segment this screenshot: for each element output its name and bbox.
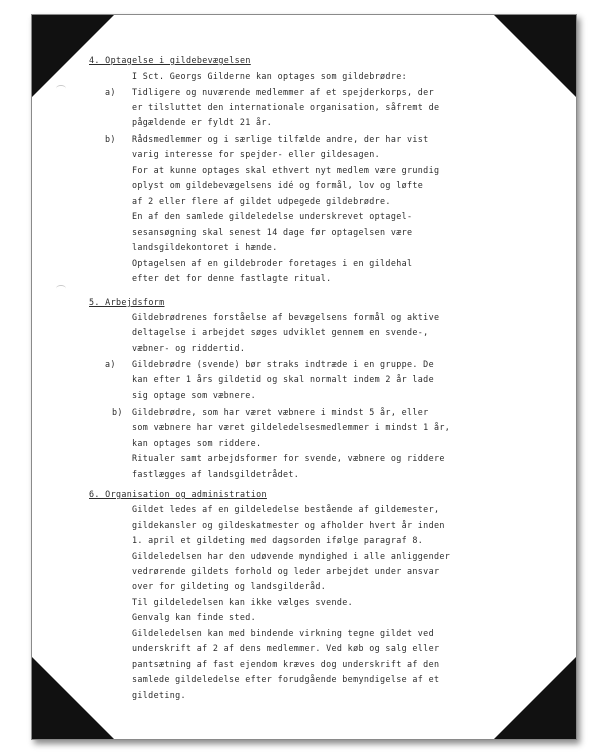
- paragraph-line: væbner- og riddertid.: [132, 343, 246, 353]
- paragraph-line: Til gildeledelsen kan ikke vælges svende.: [132, 597, 354, 607]
- paragraph-line: For at kunne optages skal ethvert nyt medlem være grundig: [132, 165, 440, 175]
- paragraph-line: Gildeledelsen kan med bindende virkning tegne gildet ved: [132, 628, 434, 638]
- paragraph-line: varig interesse for spejder- eller gildesagen.: [132, 149, 381, 159]
- paragraph-line: gildekansler og gildeskatmester og afholder hvert år inden: [132, 520, 445, 530]
- paragraph-line: Ritualer samt arbejdsformer for svende, væbnere og riddere: [132, 453, 445, 463]
- paragraph-line: er tilsluttet den internationale organisation, såfremt de: [132, 102, 440, 112]
- paragraph-line: Tidligere og nuværende medlemmer af et spejderkorps, der: [132, 87, 434, 97]
- paragraph-line: kan optages som riddere.: [132, 438, 262, 448]
- paragraph-line: kan efter 1 års gildetid og skal normalt indem 2 år lade: [132, 374, 434, 384]
- photo-corner-top-right: [494, 15, 576, 97]
- paragraph-line: samlede gildeledelse efter forudgående bemyndigelse af et: [132, 674, 440, 684]
- section-heading: 4. Optagelse i gildebevægelsen: [89, 55, 251, 65]
- paragraph-line: oplyst om gildebevægelsens idé og formål, lov og løfte: [132, 180, 424, 190]
- paragraph-line: gildeting.: [132, 690, 186, 700]
- paragraph-line: underskrift af 2 af dens medlemmer. Ved køb og salg eller: [132, 643, 440, 653]
- paragraph-line: Gildebrødrenes forståelse af bevægelsens formål og aktive: [132, 312, 440, 322]
- paragraph-line: sig optage som væbnere.: [132, 390, 257, 400]
- list-marker: b): [105, 134, 116, 144]
- paragraph-line: over for gildeting og landsgilderåd.: [132, 581, 327, 591]
- paragraph-line: En af den samlede gildeledelse underskrevet optagel-: [132, 211, 413, 221]
- paragraph-line: vedrørende gildets forhold og leder arbejdet under ansvar: [132, 566, 440, 576]
- paragraph-line: I Sct. Georgs Gilderne kan optages som gildebrødre:: [132, 71, 408, 81]
- photo-corner-bottom-right: [494, 657, 576, 739]
- paragraph-line: efter det for denne fastlagte ritual.: [132, 273, 332, 283]
- punch-hole-mark: [56, 285, 66, 292]
- photo-corner-top-left: [32, 15, 114, 97]
- paragraph-line: af 2 eller flere af gildet udpegede gildebrødre.: [132, 196, 391, 206]
- list-marker: a): [105, 87, 116, 97]
- paragraph-line: landsgildekontoret i hænde.: [132, 242, 278, 252]
- paragraph-line: som væbnere har været gildeledelsesmedlemmer i mindst 1 år,: [132, 422, 451, 432]
- section-heading: 6. Organisation og administration: [89, 489, 267, 499]
- photo-corner-bottom-left: [32, 657, 114, 739]
- paragraph-line: Genvalg kan finde sted.: [132, 612, 257, 622]
- section-heading: 5. Arbejdsform: [89, 297, 165, 307]
- paragraph-line: Rådsmedlemmer og i særlige tilfælde andre, der har vist: [132, 134, 429, 144]
- list-marker: a): [105, 359, 116, 369]
- scanned-document-page: [31, 14, 577, 740]
- paragraph-line: Gildebrødre, som har været væbnere i mindst 5 år, eller: [132, 407, 429, 417]
- paragraph-line: pågældende er fyldt 21 år.: [132, 117, 273, 127]
- paragraph-line: Optagelsen af en gildebroder foretages i en gildehal: [132, 258, 413, 268]
- paragraph-line: Gildebrødre (svende) bør straks indtræde i en gruppe. De: [132, 359, 434, 369]
- list-marker: b): [112, 407, 123, 417]
- paragraph-line: pantsætning af fast ejendom kræves dog underskrift af den: [132, 659, 440, 669]
- paragraph-line: deltagelse i arbejdet søges udviklet gennem en svende-,: [132, 327, 429, 337]
- paragraph-line: 1. april et gildeting med dagsorden ifølge paragraf 8.: [132, 535, 424, 545]
- paragraph-line: sesansøgning skal senest 14 dage før optagelsen være: [132, 227, 413, 237]
- paragraph-line: Gildeledelsen har den udøvende myndighed i alle anliggender: [132, 551, 451, 561]
- paragraph-line: Gildet ledes af en gildeledelse bestående af gildemester,: [132, 504, 440, 514]
- paragraph-line: fastlægges af landsgildetrådet.: [132, 469, 300, 479]
